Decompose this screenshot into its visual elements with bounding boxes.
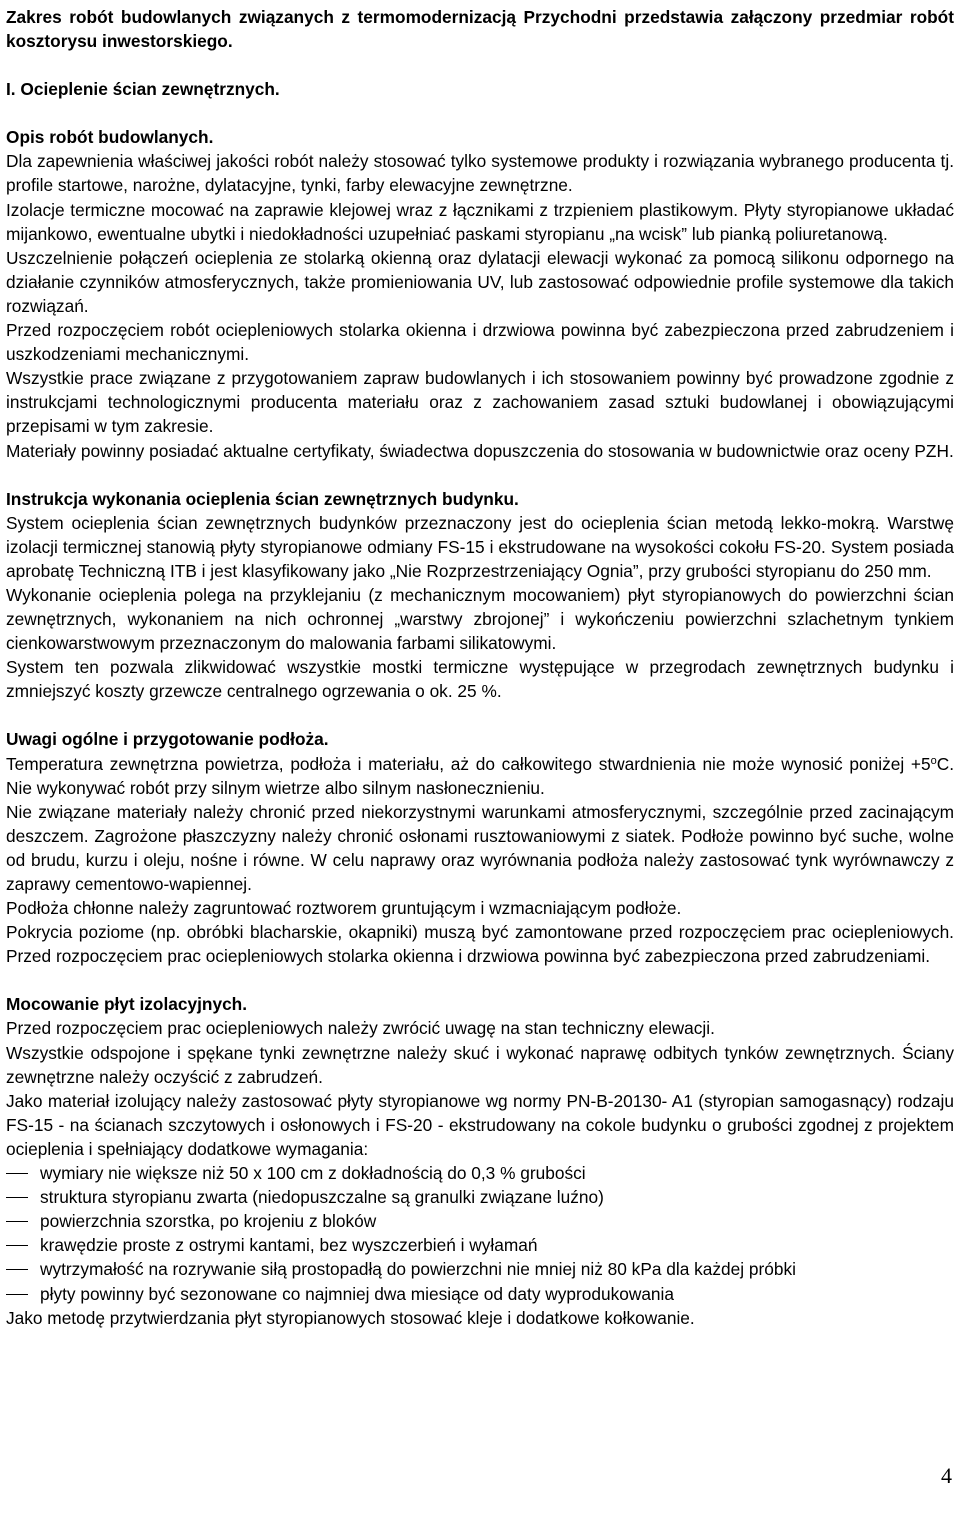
requirements-list xyxy=(6,1161,954,1306)
list-item: płyty powinny być sezonowane co najmniej dwa miesiące od daty wyprodukowania xyxy=(6,1282,954,1306)
paragraph: Wykonanie ocieplenia polega na przyklejaniu (z mechanicznym mocowaniem) płyt styropianowych do powierzchni ścian zewnętrznych, wykonaniem na nich ochronnej „warstwy zbrojonej” i wykończeniu powierzchni szlachetnym tynkiem cienkowarstwowym przeznaczonym do malowania farbami silikatowymi. xyxy=(6,584,954,654)
paragraph: System ten pozwala zlikwidować wszystkie mostki termiczne występujące w przegrodach zewnętrznych budynku i zmniejszyć koszty grzewcze centralnego ogrzewania o ok. 25 %. xyxy=(6,657,954,702)
temperature-text-cont: C. Nie wykonywać robót przy silnym wietrze albo silnym nasłonecznieniu. xyxy=(6,753,954,798)
document-page xyxy=(6,0,954,1330)
paragraph: System ocieplenia ścian zewnętrznych budynków przeznaczony jest do ocieplenia ścian metodą lekko-mokrą. Warstwę izolacji termicznej stanowią płyty styropianowe odmiany FS-15 i ekstrudowane na wysokości cokołu FS-20. System posiada aprobatę Techniczną ITB i jest klasyfikowany jako „Nie Rozprzestrzeniający Ognia”, przy grubości styropianu do 250 mm. xyxy=(6,512,954,581)
temperature-text: Temperatura zewnętrzna powietrza, podłoża i materiału, aż do całkowitego stwardnienia nie może wynosić poniżej +5 xyxy=(6,753,931,774)
list-item: powierzchnia szorstka, po krojeniu z bloków xyxy=(6,1209,954,1233)
intro-block xyxy=(6,5,954,53)
paragraph: Wszystkie odspojone i spękane tynki zewnętrzne należy skuć i wykonać naprawę odbitych tynków zewnętrznych. Ściany zewnętrzne należy oczyścić z zabrudzeń. xyxy=(6,1042,954,1087)
paragraph-temperature xyxy=(6,752,954,800)
degree-sup: o xyxy=(930,754,937,767)
paragraph: Przed rozpoczęciem prac ociepleniowych należy zwrócić uwagę na stan techniczny elewacji. xyxy=(6,1018,715,1039)
list-item: struktura styropianu zwarta (niedopuszczalne są granulki związane luźno) xyxy=(6,1185,954,1209)
paragraph: Pokrycia poziome (np. obróbki blacharskie, okapniki) muszą być zamontowane przed rozpoczęciem prac ociepleniowych. Przed rozpoczęciem prac ociepleniowych stolarka okienna i drzwiowa powinna być zabezpieczona przed zabrudzeniami. xyxy=(6,922,954,967)
list-item: wytrzymałość na rozrywanie siłą prostopadłą do powierzchni nie mniej niż 80 kPa dla każdej próbki xyxy=(6,1257,954,1281)
section-title-ocieplenie: I. Ocieplenie ścian zewnętrznych. xyxy=(6,79,280,100)
paragraph: Wszystkie prace związane z przygotowaniem zapraw budowlanych i ich stosowaniem powinny być prowadzone zgodnie z instrukcjami technologicznymi producenta materiału oraz z zachowaniem zasad sztuki budowlanej i obowiązującymi przepisami w tym zakresie. xyxy=(6,368,954,437)
paragraph: Nie związane materiały należy chronić przed niekorzystnymi warunkami atmosferycznymi, szczególnie przed zacinającym deszczem. Zagrożone płaszczyzny należy chronić osłonami rusztowaniowymi z siatek. Podłoże powinno być suche, wolne od brudu, kurzu i oleju, nośne i równe. W celu naprawy oraz wyrównania podłoża należy zastosować tynk wyrównawczy z zaprawy cementowo-wapiennej. xyxy=(6,801,954,894)
heading-mocowanie: Mocowanie płyt izolacyjnych. xyxy=(6,994,248,1015)
paragraph-closing: Jako metodę przytwierdzania płyt styropianowych stosować kleje i dodatkowe kołkowanie. xyxy=(6,1307,695,1328)
intro-title: Zakres robót budowlanych związanych z termomodernizacją Przychodni przedstawia załączony przedmiar robót kosztorysu inwestorskiego. xyxy=(6,7,954,52)
paragraph: Jako materiał izolujący należy zastosować płyty styropianowe wg normy PN-B-20130- A1 (styropian samogasnący) rodzaju FS-15 - na ścianach szczytowych i osłonowych i FS-20 - ekstrudowany na cokole budynku o grubości zgodnej z projektem ocieplenia i spełniający dodatkowe wymagania: xyxy=(6,1090,954,1159)
paragraph: Przed rozpoczęciem robót ociepleniowych stolarka okienna i drzwiowa powinna być zabezpieczona przed zabrudzeniem i uszkodzeniami mechanicznymi. xyxy=(6,320,954,365)
paragraph: Izolacje termiczne mocować na zaprawie klejowej wraz z łącznikami z trzpieniem plastikowym. Płyty styropianowe układać mijankowo, ewentualne ubytki i niedokładności uzupełniać paskami styropianu „na wcisk” lub pianką poliuretanową. xyxy=(6,199,954,244)
list-item: wymiary nie większe niż 50 x 100 cm z dokładnością do 0,3 % grubości xyxy=(6,1161,954,1185)
heading-uwagi: Uwagi ogólne i przygotowanie podłoża. xyxy=(6,729,329,750)
paragraph: Materiały powinny posiadać aktualne certyfikaty, świadectwa dopuszczenia do stosowania w budownictwie oraz oceny PZH. xyxy=(6,440,954,461)
heading-opis-robot: Opis robót budowlanych. xyxy=(6,127,214,148)
list-item: krawędzie proste z ostrymi kantami, bez wyszczerbień i wyłamań xyxy=(6,1233,954,1257)
paragraph: Dla zapewnienia właściwej jakości robót należy stosować tylko systemowe produkty i rozwiązania wybranego producenta tj. profile startowe, narożne, dylatacyjne, tynki, farby elewacyjne zewnętrzne. xyxy=(6,151,954,196)
heading-instrukcja: Instrukcja wykonania ocieplenia ścian zewnętrznych budynku. xyxy=(6,488,519,509)
paragraph: Podłoża chłonne należy zagruntować roztworem gruntującym i wzmacniającym podłoże. xyxy=(6,898,682,919)
page-number: 4 xyxy=(941,1463,952,1488)
paragraph: Uszczelnienie połączeń ocieplenia ze stolarką okienną oraz dylatacji elewacji wykonać za pomocą silikonu odpornego na działanie czynników atmosferycznych, także promieniowania UV, lub zastosować odpowiednie profile systemowe dla takich rozwiązań. xyxy=(6,247,954,316)
